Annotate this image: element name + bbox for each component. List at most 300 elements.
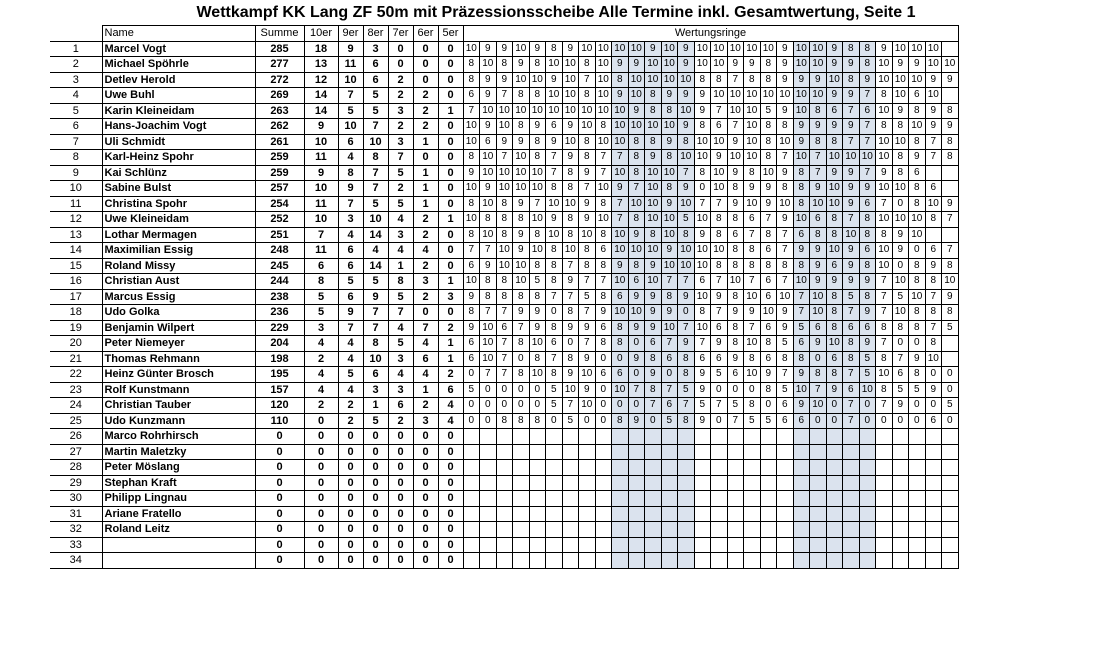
ring-value: 10 [529, 181, 546, 197]
ring-value: 9 [744, 305, 761, 321]
row-rank: 9 [50, 165, 102, 181]
ring-value: 9 [711, 336, 728, 352]
row-count-10er: 0 [304, 522, 338, 538]
ring-value [876, 522, 893, 538]
row-count-6er: 1 [413, 196, 438, 212]
ring-value: 10 [876, 72, 893, 88]
ring-value: 8 [678, 227, 695, 243]
ring-value: 7 [843, 367, 860, 383]
ring-value [859, 429, 876, 445]
row-count-6er: 3 [413, 413, 438, 429]
ring-value: 10 [876, 181, 893, 197]
ring-value [711, 475, 728, 491]
ring-value: 9 [925, 258, 942, 274]
ring-value: 8 [727, 289, 744, 305]
ring-value [925, 553, 942, 569]
ring-value: 9 [777, 212, 794, 228]
ring-value: 8 [546, 258, 563, 274]
ring-value: 9 [810, 274, 827, 290]
row-count-10er: 11 [304, 243, 338, 259]
ring-value: 0 [826, 398, 843, 414]
ring-value: 6 [595, 320, 612, 336]
ring-value: 10 [744, 88, 761, 104]
ring-value: 0 [678, 305, 695, 321]
ring-value: 8 [628, 165, 645, 181]
ring-value [810, 553, 827, 569]
ring-value: 6 [612, 289, 629, 305]
ring-value: 6 [711, 320, 728, 336]
row-count-8er: 0 [363, 522, 388, 538]
row-count-8er: 0 [363, 475, 388, 491]
ring-value: 8 [529, 88, 546, 104]
ring-value: 9 [579, 351, 596, 367]
ring-value: 6 [661, 351, 678, 367]
ring-value: 9 [909, 57, 926, 73]
ring-value [876, 460, 893, 476]
ring-value [892, 553, 909, 569]
ring-value: 7 [810, 150, 827, 166]
ring-value [694, 506, 711, 522]
row-count-8er: 0 [363, 553, 388, 569]
ring-value [480, 429, 497, 445]
ring-value: 0 [810, 413, 827, 429]
ring-value: 10 [694, 289, 711, 305]
ring-value: 10 [892, 88, 909, 104]
ring-value: 10 [612, 305, 629, 321]
ring-value [942, 165, 959, 181]
ring-value [942, 88, 959, 104]
ring-value: 8 [876, 351, 893, 367]
ring-value [595, 522, 612, 538]
ring-value: 10 [925, 196, 942, 212]
ring-value: 10 [513, 103, 530, 119]
header-8er: 8er [363, 26, 388, 42]
ring-value [480, 506, 497, 522]
ring-value: 8 [909, 305, 926, 321]
ring-value [777, 553, 794, 569]
ring-value: 9 [661, 243, 678, 259]
ring-value: 0 [892, 336, 909, 352]
ring-value: 0 [628, 398, 645, 414]
ring-value: 8 [909, 274, 926, 290]
row-count-9er: 7 [338, 196, 363, 212]
ring-value: 10 [727, 150, 744, 166]
ring-value [595, 537, 612, 553]
ring-value [843, 429, 860, 445]
row-count-8er: 6 [363, 57, 388, 73]
ring-value: 8 [925, 305, 942, 321]
row-count-9er: 10 [338, 119, 363, 135]
ring-value: 10 [496, 165, 513, 181]
ring-value: 7 [645, 398, 662, 414]
table-row [50, 88, 958, 104]
ring-value: 7 [876, 289, 893, 305]
ring-value: 8 [876, 119, 893, 135]
header-wertungsringe: Wertungsringe [463, 26, 958, 42]
ring-value [859, 537, 876, 553]
row-summe: 238 [255, 289, 304, 305]
ring-value: 5 [942, 320, 959, 336]
row-count-6er: 0 [413, 506, 438, 522]
ring-value [480, 460, 497, 476]
header-7er: 7er [388, 26, 413, 42]
ring-value [694, 491, 711, 507]
ring-value: 9 [562, 41, 579, 57]
ring-value: 9 [480, 181, 497, 197]
ring-value: 10 [909, 289, 926, 305]
ring-value: 7 [463, 103, 480, 119]
row-count-6er: 0 [413, 57, 438, 73]
ring-value: 8 [546, 181, 563, 197]
ring-value: 9 [727, 351, 744, 367]
ring-value: 10 [694, 41, 711, 57]
ring-value: 10 [595, 72, 612, 88]
ring-value: 10 [546, 103, 563, 119]
ring-value: 9 [810, 181, 827, 197]
ring-value: 9 [513, 243, 530, 259]
ring-value [760, 537, 777, 553]
ring-value: 7 [546, 351, 563, 367]
ring-value: 8 [661, 103, 678, 119]
row-name: Udo Kunzmann [102, 413, 255, 429]
ring-value: 10 [876, 367, 893, 383]
ring-value: 10 [694, 150, 711, 166]
ring-value [496, 506, 513, 522]
row-summe: 272 [255, 72, 304, 88]
ring-value [529, 429, 546, 445]
ring-value: 10 [942, 274, 959, 290]
row-name: Hans-Joachim Vogt [102, 119, 255, 135]
row-count-7er: 0 [388, 429, 413, 445]
ring-value [892, 444, 909, 460]
row-count-6er: 0 [413, 460, 438, 476]
ring-value: 10 [876, 57, 893, 73]
ring-value: 0 [496, 398, 513, 414]
ring-value: 7 [810, 165, 827, 181]
ring-value [925, 460, 942, 476]
ring-value: 8 [480, 289, 497, 305]
ring-value: 9 [859, 72, 876, 88]
page-title: Wettkampf KK Lang ZF 50m mit Präzessionsscheibe Alle Termine inkl. Gesamtwertung, Seite 1 [196, 4, 916, 21]
ring-value [909, 537, 926, 553]
row-name: Benjamin Wilpert [102, 320, 255, 336]
ring-value: 8 [678, 413, 695, 429]
ring-value: 9 [859, 336, 876, 352]
row-rank: 3 [50, 72, 102, 88]
ring-value [843, 537, 860, 553]
ring-value: 8 [909, 134, 926, 150]
ring-value [661, 429, 678, 445]
ring-value [727, 444, 744, 460]
ring-value: 8 [694, 165, 711, 181]
ring-value: 10 [579, 119, 596, 135]
ring-value: 10 [678, 72, 695, 88]
ring-value: 9 [777, 72, 794, 88]
ring-value: 10 [529, 367, 546, 383]
ring-value: 9 [892, 57, 909, 73]
ring-value [777, 444, 794, 460]
ring-value: 7 [612, 212, 629, 228]
ring-value: 5 [562, 413, 579, 429]
ring-value: 10 [612, 165, 629, 181]
ring-value [826, 506, 843, 522]
ring-value: 10 [612, 134, 629, 150]
ring-value: 8 [843, 41, 860, 57]
ring-value: 10 [595, 41, 612, 57]
ring-value: 10 [529, 212, 546, 228]
row-count-8er: 14 [363, 258, 388, 274]
ring-value: 5 [546, 382, 563, 398]
ring-value: 6 [859, 103, 876, 119]
ring-value: 10 [810, 289, 827, 305]
ring-value: 9 [579, 196, 596, 212]
ring-value: 8 [711, 227, 728, 243]
row-rank: 1 [50, 41, 102, 57]
ring-value: 5 [661, 413, 678, 429]
table-row [50, 351, 958, 367]
ring-value: 10 [628, 243, 645, 259]
ring-value [546, 429, 563, 445]
ring-value: 8 [727, 258, 744, 274]
row-count-9er: 4 [338, 227, 363, 243]
ring-value: 7 [546, 165, 563, 181]
ring-value [793, 553, 810, 569]
ring-value: 10 [595, 181, 612, 197]
ring-value [925, 429, 942, 445]
table-row [50, 258, 958, 274]
ring-value [645, 429, 662, 445]
ring-value: 5 [678, 212, 695, 228]
row-count-10er: 2 [304, 351, 338, 367]
ring-value: 0 [480, 413, 497, 429]
ring-value: 10 [513, 41, 530, 57]
row-count-9er: 9 [338, 41, 363, 57]
row-count-9er: 4 [338, 382, 363, 398]
ring-value: 10 [661, 72, 678, 88]
ring-value: 10 [661, 258, 678, 274]
ring-value: 10 [529, 103, 546, 119]
ring-value: 10 [612, 103, 629, 119]
ring-value [529, 522, 546, 538]
ring-value: 10 [727, 103, 744, 119]
ring-value [843, 475, 860, 491]
row-count-10er: 5 [304, 289, 338, 305]
row-count-7er: 3 [388, 103, 413, 119]
ring-value: 9 [793, 367, 810, 383]
ring-value [463, 475, 480, 491]
table-row [50, 506, 958, 522]
ring-value: 9 [480, 88, 497, 104]
row-count-7er: 5 [388, 289, 413, 305]
ring-value [595, 444, 612, 460]
ring-value: 9 [612, 258, 629, 274]
ring-value: 10 [546, 57, 563, 73]
ring-value [826, 491, 843, 507]
ring-value: 9 [843, 119, 860, 135]
row-summe: 261 [255, 134, 304, 150]
ring-value: 7 [628, 181, 645, 197]
ring-value [909, 460, 926, 476]
row-count-7er: 7 [388, 150, 413, 166]
ring-value: 9 [711, 150, 728, 166]
ring-value: 10 [562, 103, 579, 119]
ring-value: 9 [843, 258, 860, 274]
ring-value: 7 [793, 289, 810, 305]
ring-value: 10 [595, 57, 612, 73]
ring-value: 8 [562, 212, 579, 228]
ring-value: 8 [727, 212, 744, 228]
ring-value: 0 [892, 258, 909, 274]
ring-value: 6 [859, 243, 876, 259]
ring-value: 8 [562, 227, 579, 243]
row-count-8er: 10 [363, 134, 388, 150]
table-row [50, 320, 958, 336]
ring-value: 8 [711, 258, 728, 274]
ring-value: 7 [480, 367, 497, 383]
row-summe: 269 [255, 88, 304, 104]
ring-value: 8 [513, 212, 530, 228]
ring-value: 10 [892, 305, 909, 321]
ring-value: 0 [909, 243, 926, 259]
ring-value [892, 522, 909, 538]
ring-value [942, 506, 959, 522]
ring-value: 8 [760, 258, 777, 274]
row-count-8er: 7 [363, 119, 388, 135]
ring-value: 0 [463, 398, 480, 414]
row-count-10er: 13 [304, 57, 338, 73]
ring-value [678, 475, 695, 491]
ring-value: 9 [628, 103, 645, 119]
row-count-5er: 2 [438, 367, 463, 383]
ring-value: 0 [480, 382, 497, 398]
ring-value [513, 475, 530, 491]
ring-value [942, 553, 959, 569]
row-count-5er: 4 [438, 398, 463, 414]
row-count-7er: 3 [388, 134, 413, 150]
row-count-5er: 2 [438, 320, 463, 336]
row-rank: 23 [50, 382, 102, 398]
ring-value: 8 [645, 88, 662, 104]
ring-value [777, 537, 794, 553]
ring-value: 10 [760, 41, 777, 57]
row-count-9er: 0 [338, 506, 363, 522]
ring-value: 9 [678, 336, 695, 352]
ring-value: 9 [859, 274, 876, 290]
ring-value: 5 [892, 289, 909, 305]
row-summe: 0 [255, 491, 304, 507]
ring-value: 10 [612, 274, 629, 290]
row-count-6er: 0 [413, 41, 438, 57]
row-count-7er: 3 [388, 227, 413, 243]
ring-value: 10 [661, 41, 678, 57]
ring-value [793, 444, 810, 460]
row-count-10er: 0 [304, 491, 338, 507]
ring-value: 0 [925, 398, 942, 414]
row-summe: 195 [255, 367, 304, 383]
ring-value: 6 [909, 165, 926, 181]
row-count-9er: 6 [338, 134, 363, 150]
ring-value: 10 [777, 134, 794, 150]
ring-value [777, 429, 794, 445]
row-count-8er: 0 [363, 429, 388, 445]
row-summe: 157 [255, 382, 304, 398]
ring-value: 6 [760, 351, 777, 367]
ring-value: 5 [777, 382, 794, 398]
ring-value: 9 [777, 165, 794, 181]
ring-value: 8 [496, 57, 513, 73]
ring-value [826, 460, 843, 476]
ring-value: 7 [859, 119, 876, 135]
ring-value [810, 429, 827, 445]
ring-value: 9 [529, 119, 546, 135]
ring-value: 8 [513, 289, 530, 305]
ring-value: 7 [843, 413, 860, 429]
row-count-8er: 1 [363, 398, 388, 414]
ring-value: 10 [744, 150, 761, 166]
ring-value: 8 [843, 336, 860, 352]
ring-value: 9 [892, 103, 909, 119]
ring-value: 6 [463, 258, 480, 274]
row-name: Uli Schmidt [102, 134, 255, 150]
row-count-8er: 7 [363, 305, 388, 321]
ring-value: 9 [694, 413, 711, 429]
ring-value: 10 [826, 243, 843, 259]
ring-value: 7 [711, 274, 728, 290]
ring-value: 7 [777, 367, 794, 383]
ring-value: 7 [793, 305, 810, 321]
ring-value: 10 [678, 103, 695, 119]
row-count-6er: 0 [413, 150, 438, 166]
ring-value: 10 [810, 305, 827, 321]
ring-value: 8 [628, 212, 645, 228]
row-summe: 252 [255, 212, 304, 228]
ring-value [942, 351, 959, 367]
ring-value: 9 [562, 119, 579, 135]
ring-value: 10 [645, 165, 662, 181]
ring-value: 8 [744, 351, 761, 367]
ring-value: 10 [892, 72, 909, 88]
ring-value [529, 491, 546, 507]
ring-value [595, 460, 612, 476]
row-count-9er: 6 [338, 289, 363, 305]
ring-value: 10 [843, 227, 860, 243]
ring-value [612, 429, 629, 445]
row-count-7er: 2 [388, 181, 413, 197]
ring-value: 9 [612, 57, 629, 73]
ring-value [628, 491, 645, 507]
ring-value [711, 491, 728, 507]
ring-value: 8 [579, 88, 596, 104]
ring-value: 0 [463, 367, 480, 383]
row-count-7er: 0 [388, 444, 413, 460]
row-count-5er: 0 [438, 506, 463, 522]
row-summe: 0 [255, 444, 304, 460]
ring-value: 10 [711, 181, 728, 197]
ring-value: 8 [859, 227, 876, 243]
ring-value: 7 [711, 398, 728, 414]
row-summe: 257 [255, 181, 304, 197]
table-row [50, 537, 958, 553]
row-name: Martin Maletzky [102, 444, 255, 460]
row-rank: 34 [50, 553, 102, 569]
ring-value [760, 460, 777, 476]
ring-value [777, 460, 794, 476]
row-count-10er: 7 [304, 227, 338, 243]
ring-value: 10 [826, 72, 843, 88]
row-name: Uwe Buhl [102, 88, 255, 104]
row-count-9er: 0 [338, 537, 363, 553]
ring-value: 10 [595, 212, 612, 228]
